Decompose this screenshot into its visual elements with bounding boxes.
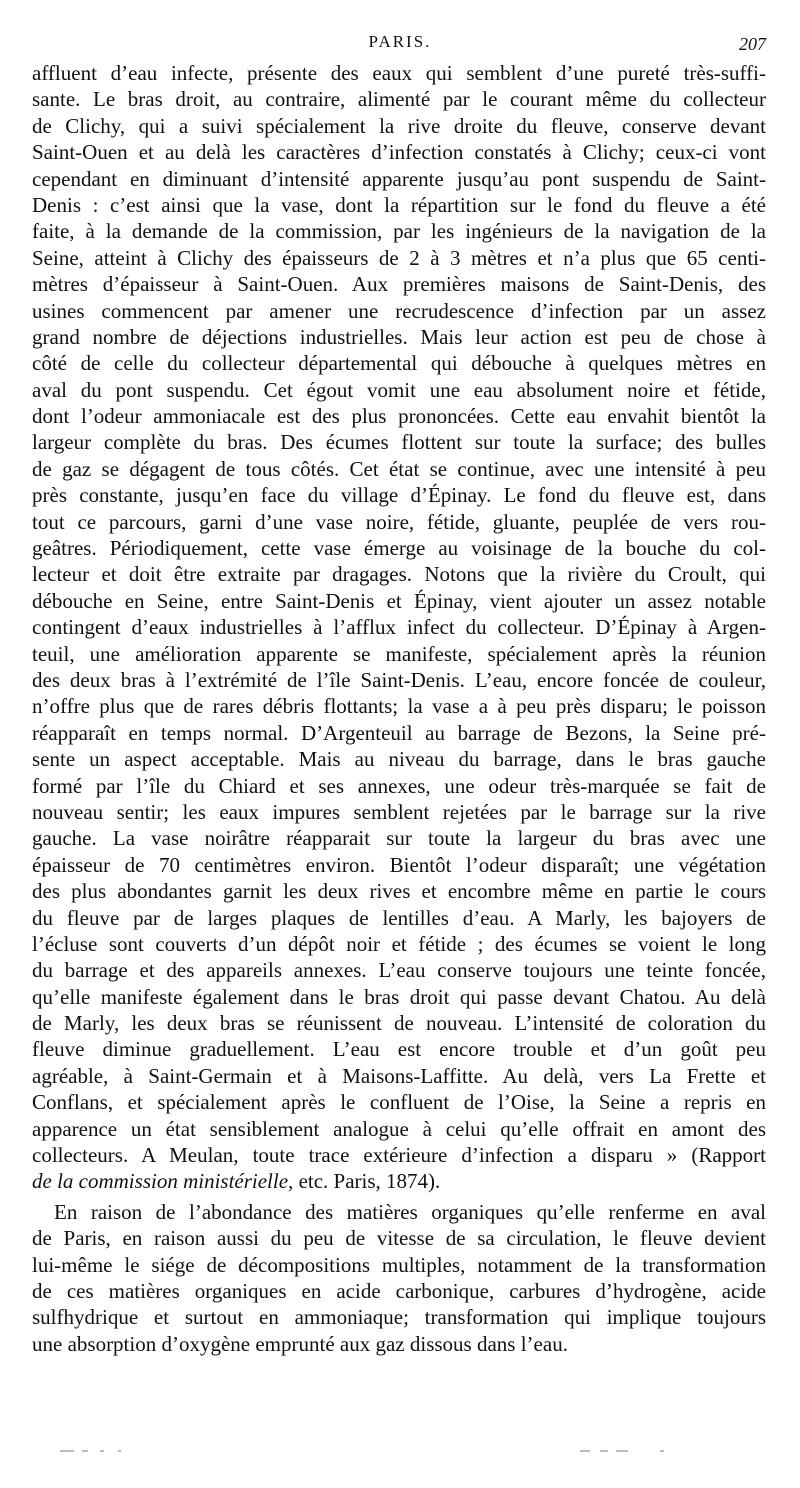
body-text <box>32 60 766 1357</box>
paragraph-1-line: aval du pont suspendu. Cet égout vomit une eau absolument noire et fétide, <box>32 377 766 402</box>
footer-specks <box>60 1448 720 1454</box>
paragraph-2-line: de Paris, en raison aussi du peu de vitesse de sa circulation, le fleuve devient <box>32 1226 766 1251</box>
paragraph-1-line: n’offre plus que de rares débris flottants; la vase a à peu près disparu; le poisson <box>32 694 766 719</box>
paragraph-1-line: épaisseur de 70 centimètres environ. Bientôt l’odeur disparaît; une végétation <box>32 852 766 877</box>
paragraph-1-line: Seine, atteint à Clichy des épaisseurs de 2 à 3 mètres et n’a plus que 65 centi- <box>32 245 766 270</box>
citation-rest: etc. Paris, 1874). <box>293 1169 441 1194</box>
paragraph-1-line: du fleuve par de larges plaques de lentilles d’eau. A Marly, les bajoyers de <box>32 905 766 930</box>
paragraph-1-line: du barrage et des appareils annexes. L’eau conserve toujours une teinte foncée, <box>32 958 766 983</box>
paragraph-1-line: qu’elle manifeste également dans le bras droit qui passe devant Chatou. Au delà <box>32 984 766 1009</box>
paragraph-1-line: dont l’odeur ammoniacale est des plus prononcées. Cette eau envahit bientôt la <box>32 404 766 429</box>
paragraph-1-line: lecteur et doit être extraite par dragages. Notons que la rivière du Croult, qui <box>32 562 766 587</box>
paragraph-1-line: nouveau sentir; les eaux impures semblent rejetées par le barrage sur la rive <box>32 799 766 824</box>
paragraph-1-line: des plus abondantes garnit les deux rives et encombre même en partie le cours <box>32 879 766 904</box>
paragraph-1-line: côté de celle du collecteur départemental qui débouche à quelques mètres en <box>32 351 766 376</box>
paragraph-1-line: sente un aspect acceptable. Mais au niveau du barrage, dans le bras gauche <box>32 747 766 772</box>
paragraph-1-line: près constante, jusqu’en face du village d’Épinay. Le fond du fleuve est, dans <box>32 483 766 508</box>
paragraph-1-line: agréable, à Saint-Germain et à Maisons-Laffitte. Au delà, vers La Frette et <box>32 1063 766 1088</box>
paragraph-1-final-line <box>32 1168 766 1194</box>
paragraph-2-line: En raison de l’abondance des matières organiques qu’elle renferme en aval <box>54 1199 766 1224</box>
paragraph-2-line: de ces matières organiques en acide carbonique, carbures d’hydrogène, acide <box>32 1278 766 1303</box>
page-number: 207 <box>739 34 766 54</box>
paragraph-1-line: faite, à la demande de la commission, par les ingénieurs de la navigation de la <box>32 219 766 244</box>
paragraph-1-line: largeur complète du bras. Des écumes flottent sur toute la surface; des bulles <box>32 430 766 455</box>
paragraph-1-line: sante. Le bras droit, au contraire, alimenté par le courant même du collecteur <box>32 87 766 112</box>
paragraph-1-line: fleuve diminue graduellement. L’eau est encore trouble et d’un goût peu <box>32 1037 766 1062</box>
paragraph-1-line: usines commencent par amener une recrudescence d’infection par un assez <box>32 298 766 323</box>
paragraph-2 <box>32 1199 766 1357</box>
paragraph-1-line: l’écluse sont couverts d’un dépôt noir et fétide ; des écumes se voient le long <box>32 931 766 956</box>
paragraph-1-line: Saint-Ouen et au delà les caractères d’infection constatés à Clichy; ceux-ci vont <box>32 140 766 165</box>
paragraph-1-line: collecteurs. A Meulan, toute trace extérieure d’infection a disparu » (Rapport <box>32 1143 766 1168</box>
paragraph-1-line: Denis : c’est ainsi que la vase, dont la répartition sur le fond du fleuve a été <box>32 192 766 217</box>
paragraph-1-line: de Marly, les deux bras se réunissent de nouveau. L’intensité de coloration du <box>32 1011 766 1036</box>
page-header <box>32 30 768 56</box>
paragraph-1-line: grand nombre de déjections industrielles. Mais leur action est peu de chose à <box>32 324 766 349</box>
running-head: PARIS. <box>368 32 432 51</box>
paragraph-1-line: geâtres. Périodiquement, cette vase émerge au voisinage de la bouche du col- <box>32 536 766 561</box>
paragraph-1-line: formé par l’île du Chiard et ses annexes, une odeur très-marquée se fait de <box>32 773 766 798</box>
paragraph-1-line: affluent d’eau infecte, présente des eaux qui semblent d’une pureté très-suffi- <box>32 61 766 85</box>
paragraph-1-line: apparence un état sensiblement analogue à celui qu’elle offrait en amont des <box>32 1116 766 1141</box>
paragraph-1-line: contingent d’eaux industrielles à l’afflux infect du collecteur. D’Épinay à Argen- <box>32 615 766 640</box>
paragraph-1 <box>32 60 766 1168</box>
paragraph-2-line: une absorption d’oxygène emprunté aux gaz dissous dans l’eau. <box>32 1331 568 1356</box>
paragraph-1-line: gauche. La vase noirâtre réapparait sur toute la largeur du bras avec une <box>32 826 766 851</box>
paragraph-2-line: sulfhydrique et surtout en ammoniaque; transformation qui implique toujours <box>32 1305 766 1330</box>
paragraph-1-line: des deux bras à l’extrémité de l’île Saint-Denis. L’eau, encore foncée de couleur, <box>32 667 766 692</box>
citation-title: de la commission ministérielle, <box>32 1169 294 1194</box>
paragraph-1-line: réapparaît en temps normal. D’Argenteuil au barrage de Bezons, la Seine pré- <box>32 720 766 745</box>
paragraph-1-line: Conflans, et spécialement après le confluent de l’Oise, la Seine a repris en <box>32 1090 766 1115</box>
paragraph-1-line: de Clichy, qui a suivi spécialement la rive droite du fleuve, conserve devant <box>32 113 766 138</box>
paragraph-1-line: débouche en Seine, entre Saint-Denis et Épinay, vient ajouter un assez notable <box>32 588 766 613</box>
paragraph-2-line: lui-même le siége de décompositions multiples, notamment de la transformation <box>32 1252 766 1277</box>
paragraph-1-line: cependant en diminuant d’intensité apparente jusqu’au pont suspendu de Saint- <box>32 166 766 191</box>
paragraph-1-line: de gaz se dégagent de tous côtés. Cet état se continue, avec une intensité à peu <box>32 456 766 481</box>
paragraph-1-line: tout ce parcours, garni d’une vase noire, fétide, gluante, peuplée de vers rou- <box>32 509 766 534</box>
paragraph-1-line: mètres d’épaisseur à Saint-Ouen. Aux premières maisons de Saint-Denis, des <box>32 272 766 297</box>
paragraph-1-line: teuil, une amélioration apparente se manifeste, spécialement après la réunion <box>32 641 766 666</box>
